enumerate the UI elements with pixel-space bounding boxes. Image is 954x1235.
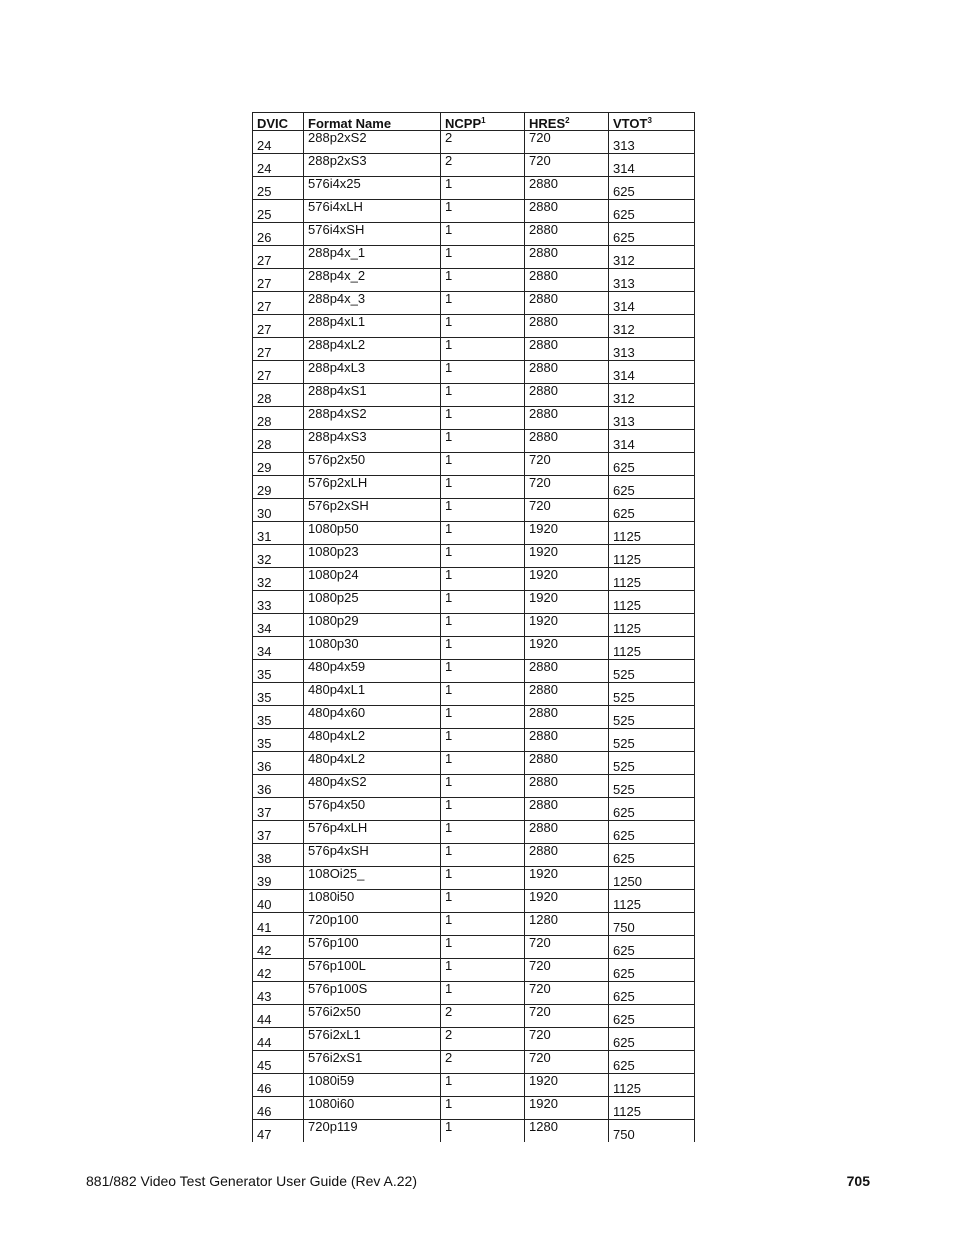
table-row [253, 959, 695, 982]
cell-ncpp: 2 [441, 1051, 525, 1074]
table-row [253, 568, 695, 591]
header-format-name: Format Name [304, 113, 441, 131]
cell-vtot: 312 [609, 315, 695, 338]
table-row [253, 223, 695, 246]
cell-hres: 2880 [525, 775, 609, 798]
cell-format-name: 288p4x_2 [304, 269, 441, 292]
cell-ncpp: 1 [441, 752, 525, 775]
cell-hres: 2880 [525, 430, 609, 453]
cell-ncpp: 1 [441, 1120, 525, 1143]
cell-hres: 2880 [525, 660, 609, 683]
table-row [253, 361, 695, 384]
cell-vtot: 312 [609, 384, 695, 407]
cell-ncpp: 1 [441, 775, 525, 798]
table-row [253, 775, 695, 798]
cell-format-name: 480p4xS2 [304, 775, 441, 798]
cell-vtot: 525 [609, 706, 695, 729]
cell-format-name: 1080p25 [304, 591, 441, 614]
cell-format-name: 288p4x_1 [304, 246, 441, 269]
cell-dvic: 28 [253, 430, 304, 453]
cell-hres: 2880 [525, 798, 609, 821]
cell-vtot: 625 [609, 499, 695, 522]
cell-hres: 2880 [525, 292, 609, 315]
cell-vtot: 314 [609, 361, 695, 384]
cell-ncpp: 1 [441, 246, 525, 269]
cell-format-name: 576p2xLH [304, 476, 441, 499]
table-row [253, 683, 695, 706]
cell-format-name: 576p4xLH [304, 821, 441, 844]
table-row [253, 476, 695, 499]
cell-vtot: 525 [609, 683, 695, 706]
cell-format-name: 288p2xS3 [304, 154, 441, 177]
cell-hres: 2880 [525, 752, 609, 775]
cell-format-name: 1080i60 [304, 1097, 441, 1120]
cell-hres: 720 [525, 959, 609, 982]
table-row [253, 660, 695, 683]
cell-format-name: 576p2x50 [304, 453, 441, 476]
cell-ncpp: 1 [441, 315, 525, 338]
cell-dvic: 35 [253, 660, 304, 683]
cell-format-name: 1080i59 [304, 1074, 441, 1097]
cell-dvic: 35 [253, 706, 304, 729]
cell-dvic: 35 [253, 683, 304, 706]
cell-format-name: 576p2xSH [304, 499, 441, 522]
cell-dvic: 37 [253, 821, 304, 844]
cell-vtot: 625 [609, 200, 695, 223]
cell-format-name: 720p119 [304, 1120, 441, 1143]
cell-format-name: 576i2xS1 [304, 1051, 441, 1074]
cell-format-name: 480p4xL1 [304, 683, 441, 706]
cell-ncpp: 1 [441, 913, 525, 936]
cell-format-name: 480p4x60 [304, 706, 441, 729]
table-row [253, 1005, 695, 1028]
cell-ncpp: 1 [441, 660, 525, 683]
cell-hres: 720 [525, 499, 609, 522]
cell-format-name: 1080p50 [304, 522, 441, 545]
table-row [253, 1074, 695, 1097]
cell-dvic: 35 [253, 729, 304, 752]
cell-ncpp: 1 [441, 982, 525, 1005]
table-row [253, 269, 695, 292]
cell-format-name: 576i4x25 [304, 177, 441, 200]
cell-ncpp: 1 [441, 522, 525, 545]
cell-dvic: 30 [253, 499, 304, 522]
cell-vtot: 314 [609, 154, 695, 177]
cell-ncpp: 1 [441, 223, 525, 246]
cell-dvic: 46 [253, 1097, 304, 1120]
cell-format-name: 1080p29 [304, 614, 441, 637]
cell-vtot: 1125 [609, 637, 695, 660]
cell-dvic: 28 [253, 384, 304, 407]
cell-dvic: 27 [253, 269, 304, 292]
cell-dvic: 36 [253, 752, 304, 775]
format-table-container [252, 112, 694, 1142]
cell-vtot: 1125 [609, 522, 695, 545]
cell-dvic: 27 [253, 246, 304, 269]
cell-vtot: 625 [609, 982, 695, 1005]
cell-hres: 1920 [525, 637, 609, 660]
cell-hres: 1920 [525, 614, 609, 637]
cell-ncpp: 1 [441, 430, 525, 453]
cell-hres: 1920 [525, 568, 609, 591]
table-row [253, 407, 695, 430]
cell-hres: 2880 [525, 338, 609, 361]
cell-ncpp: 1 [441, 453, 525, 476]
cell-dvic: 39 [253, 867, 304, 890]
cell-dvic: 41 [253, 913, 304, 936]
cell-vtot: 313 [609, 407, 695, 430]
footnote-marker: 2 [565, 116, 570, 125]
page-number: 705 [846, 1173, 870, 1189]
table-row [253, 637, 695, 660]
cell-hres: 1920 [525, 867, 609, 890]
cell-ncpp: 2 [441, 131, 525, 154]
table-row [253, 1028, 695, 1051]
cell-format-name: 480p4xL2 [304, 729, 441, 752]
cell-dvic: 47 [253, 1120, 304, 1143]
table-row [253, 384, 695, 407]
table-row [253, 706, 695, 729]
cell-ncpp: 1 [441, 683, 525, 706]
cell-hres: 720 [525, 476, 609, 499]
cell-format-name: 1080p23 [304, 545, 441, 568]
table-row [253, 798, 695, 821]
cell-hres: 2880 [525, 384, 609, 407]
cell-hres: 720 [525, 982, 609, 1005]
cell-hres: 2880 [525, 844, 609, 867]
table-row [253, 1120, 695, 1143]
cell-hres: 2880 [525, 706, 609, 729]
cell-dvic: 27 [253, 292, 304, 315]
table-row [253, 499, 695, 522]
cell-ncpp: 1 [441, 706, 525, 729]
table-row [253, 867, 695, 890]
cell-hres: 1920 [525, 890, 609, 913]
table-row [253, 982, 695, 1005]
cell-vtot: 625 [609, 936, 695, 959]
cell-format-name: 576i2x50 [304, 1005, 441, 1028]
cell-ncpp: 1 [441, 476, 525, 499]
cell-hres: 720 [525, 154, 609, 177]
cell-vtot: 625 [609, 844, 695, 867]
cell-format-name: 576p4x50 [304, 798, 441, 821]
cell-dvic: 36 [253, 775, 304, 798]
cell-format-name: 576i4xSH [304, 223, 441, 246]
cell-hres: 2880 [525, 407, 609, 430]
cell-dvic: 37 [253, 798, 304, 821]
cell-format-name: 288p4x_3 [304, 292, 441, 315]
cell-ncpp: 1 [441, 407, 525, 430]
format-table [252, 112, 695, 1142]
cell-vtot: 314 [609, 292, 695, 315]
cell-format-name: 576i4xLH [304, 200, 441, 223]
cell-hres: 2880 [525, 246, 609, 269]
cell-dvic: 42 [253, 959, 304, 982]
cell-hres: 1280 [525, 1120, 609, 1143]
cell-hres: 1920 [525, 1074, 609, 1097]
cell-ncpp: 1 [441, 867, 525, 890]
cell-dvic: 25 [253, 177, 304, 200]
cell-vtot: 625 [609, 223, 695, 246]
table-row [253, 591, 695, 614]
table-row [253, 522, 695, 545]
cell-ncpp: 1 [441, 545, 525, 568]
table-row [253, 453, 695, 476]
header-dvic: DVIC [253, 113, 304, 131]
cell-hres: 1280 [525, 913, 609, 936]
cell-ncpp: 1 [441, 1074, 525, 1097]
cell-vtot: 1125 [609, 1097, 695, 1120]
cell-hres: 720 [525, 936, 609, 959]
cell-dvic: 32 [253, 568, 304, 591]
cell-vtot: 312 [609, 246, 695, 269]
cell-vtot: 750 [609, 913, 695, 936]
cell-format-name: 288p4xL1 [304, 315, 441, 338]
cell-format-name: 288p4xL3 [304, 361, 441, 384]
cell-format-name: 720p100 [304, 913, 441, 936]
cell-hres: 1920 [525, 522, 609, 545]
cell-ncpp: 1 [441, 637, 525, 660]
cell-dvic: 34 [253, 637, 304, 660]
cell-ncpp: 1 [441, 361, 525, 384]
cell-dvic: 38 [253, 844, 304, 867]
cell-vtot: 625 [609, 1051, 695, 1074]
cell-hres: 2880 [525, 361, 609, 384]
cell-hres: 2880 [525, 315, 609, 338]
table-row [253, 177, 695, 200]
cell-vtot: 313 [609, 269, 695, 292]
cell-vtot: 525 [609, 660, 695, 683]
cell-dvic: 31 [253, 522, 304, 545]
table-row [253, 1097, 695, 1120]
cell-hres: 2880 [525, 200, 609, 223]
cell-hres: 2880 [525, 177, 609, 200]
cell-dvic: 40 [253, 890, 304, 913]
cell-hres: 1920 [525, 591, 609, 614]
header-ncpp: NCPP$^1$ [441, 113, 525, 131]
cell-format-name: 288p4xL2 [304, 338, 441, 361]
cell-dvic: 44 [253, 1005, 304, 1028]
cell-ncpp: 1 [441, 177, 525, 200]
page-footer [86, 1173, 870, 1189]
cell-ncpp: 1 [441, 384, 525, 407]
cell-vtot: 625 [609, 453, 695, 476]
cell-hres: 720 [525, 1028, 609, 1051]
cell-hres: 2880 [525, 683, 609, 706]
cell-dvic: 27 [253, 338, 304, 361]
footer-title: 881/882 Video Test Generator User Guide (Rev A.22) [86, 1173, 418, 1189]
table-row [253, 1051, 695, 1074]
cell-ncpp: 2 [441, 1028, 525, 1051]
cell-ncpp: 1 [441, 959, 525, 982]
cell-ncpp: 1 [441, 890, 525, 913]
cell-dvic: 29 [253, 453, 304, 476]
cell-vtot: 625 [609, 476, 695, 499]
cell-format-name: 288p2xS2 [304, 131, 441, 154]
cell-ncpp: 1 [441, 338, 525, 361]
cell-vtot: 625 [609, 1005, 695, 1028]
cell-ncpp: 1 [441, 821, 525, 844]
cell-dvic: 34 [253, 614, 304, 637]
table-row [253, 292, 695, 315]
cell-vtot: 314 [609, 430, 695, 453]
cell-vtot: 1125 [609, 1074, 695, 1097]
table-row [253, 821, 695, 844]
cell-ncpp: 1 [441, 844, 525, 867]
table-row [253, 913, 695, 936]
table-row [253, 154, 695, 177]
cell-hres: 720 [525, 131, 609, 154]
table-body [253, 131, 695, 1143]
cell-vtot: 525 [609, 775, 695, 798]
table-row [253, 315, 695, 338]
table-row [253, 338, 695, 361]
cell-dvic: 24 [253, 154, 304, 177]
cell-vtot: 313 [609, 131, 695, 154]
table-row [253, 246, 695, 269]
cell-dvic: 44 [253, 1028, 304, 1051]
cell-format-name: 480p4xL2 [304, 752, 441, 775]
cell-ncpp: 1 [441, 200, 525, 223]
cell-vtot: 1125 [609, 591, 695, 614]
cell-dvic: 32 [253, 545, 304, 568]
cell-vtot: 525 [609, 729, 695, 752]
cell-hres: 1920 [525, 1097, 609, 1120]
cell-hres: 720 [525, 1005, 609, 1028]
cell-ncpp: 1 [441, 269, 525, 292]
table-row [253, 430, 695, 453]
table-row [253, 614, 695, 637]
cell-dvic: 45 [253, 1051, 304, 1074]
cell-format-name: 576p100S [304, 982, 441, 1005]
cell-vtot: 625 [609, 959, 695, 982]
cell-format-name: 480p4x59 [304, 660, 441, 683]
cell-ncpp: 1 [441, 614, 525, 637]
cell-dvic: 27 [253, 315, 304, 338]
cell-hres: 720 [525, 453, 609, 476]
cell-format-name: 108Oi25_ [304, 867, 441, 890]
header-hres: HRES$^2$ [525, 113, 609, 131]
table-row [253, 936, 695, 959]
table-row [253, 729, 695, 752]
table-row [253, 200, 695, 223]
cell-dvic: 26 [253, 223, 304, 246]
footnote-marker: 3 [647, 116, 652, 125]
header-vtot: VTOT$^3$ [609, 113, 695, 131]
cell-format-name: 288p4xS1 [304, 384, 441, 407]
cell-format-name: 576p100 [304, 936, 441, 959]
cell-vtot: 1125 [609, 614, 695, 637]
cell-vtot: 1125 [609, 890, 695, 913]
cell-vtot: 313 [609, 338, 695, 361]
cell-format-name: 1080p24 [304, 568, 441, 591]
cell-hres: 2880 [525, 269, 609, 292]
cell-format-name: 288p4xS3 [304, 430, 441, 453]
cell-vtot: 625 [609, 1028, 695, 1051]
cell-vtot: 750 [609, 1120, 695, 1143]
cell-vtot: 625 [609, 798, 695, 821]
cell-dvic: 28 [253, 407, 304, 430]
cell-format-name: 576i2xL1 [304, 1028, 441, 1051]
table-row [253, 545, 695, 568]
table-row [253, 844, 695, 867]
cell-ncpp: 1 [441, 292, 525, 315]
cell-dvic: 24 [253, 131, 304, 154]
cell-format-name: 576p4xSH [304, 844, 441, 867]
table-row [253, 131, 695, 154]
cell-ncpp: 1 [441, 936, 525, 959]
table-row [253, 752, 695, 775]
cell-ncpp: 1 [441, 568, 525, 591]
cell-ncpp: 1 [441, 1097, 525, 1120]
cell-format-name: 1080p30 [304, 637, 441, 660]
cell-hres: 2880 [525, 223, 609, 246]
cell-dvic: 29 [253, 476, 304, 499]
cell-format-name: 1080i50 [304, 890, 441, 913]
cell-hres: 2880 [525, 729, 609, 752]
cell-vtot: 625 [609, 821, 695, 844]
cell-dvic: 42 [253, 936, 304, 959]
cell-format-name: 288p4xS2 [304, 407, 441, 430]
cell-dvic: 46 [253, 1074, 304, 1097]
cell-dvic: 27 [253, 361, 304, 384]
cell-dvic: 33 [253, 591, 304, 614]
cell-dvic: 43 [253, 982, 304, 1005]
cell-hres: 1920 [525, 545, 609, 568]
cell-hres: 720 [525, 1051, 609, 1074]
cell-ncpp: 2 [441, 154, 525, 177]
cell-ncpp: 2 [441, 1005, 525, 1028]
cell-ncpp: 1 [441, 499, 525, 522]
cell-dvic: 25 [253, 200, 304, 223]
cell-hres: 2880 [525, 821, 609, 844]
cell-vtot: 525 [609, 752, 695, 775]
table-header-row [253, 113, 695, 131]
cell-ncpp: 1 [441, 729, 525, 752]
cell-ncpp: 1 [441, 798, 525, 821]
footnote-marker: 1 [481, 116, 486, 125]
cell-vtot: 1125 [609, 545, 695, 568]
cell-format-name: 576p100L [304, 959, 441, 982]
cell-vtot: 1125 [609, 568, 695, 591]
cell-vtot: 1250 [609, 867, 695, 890]
cell-ncpp: 1 [441, 591, 525, 614]
cell-vtot: 625 [609, 177, 695, 200]
table-row [253, 890, 695, 913]
